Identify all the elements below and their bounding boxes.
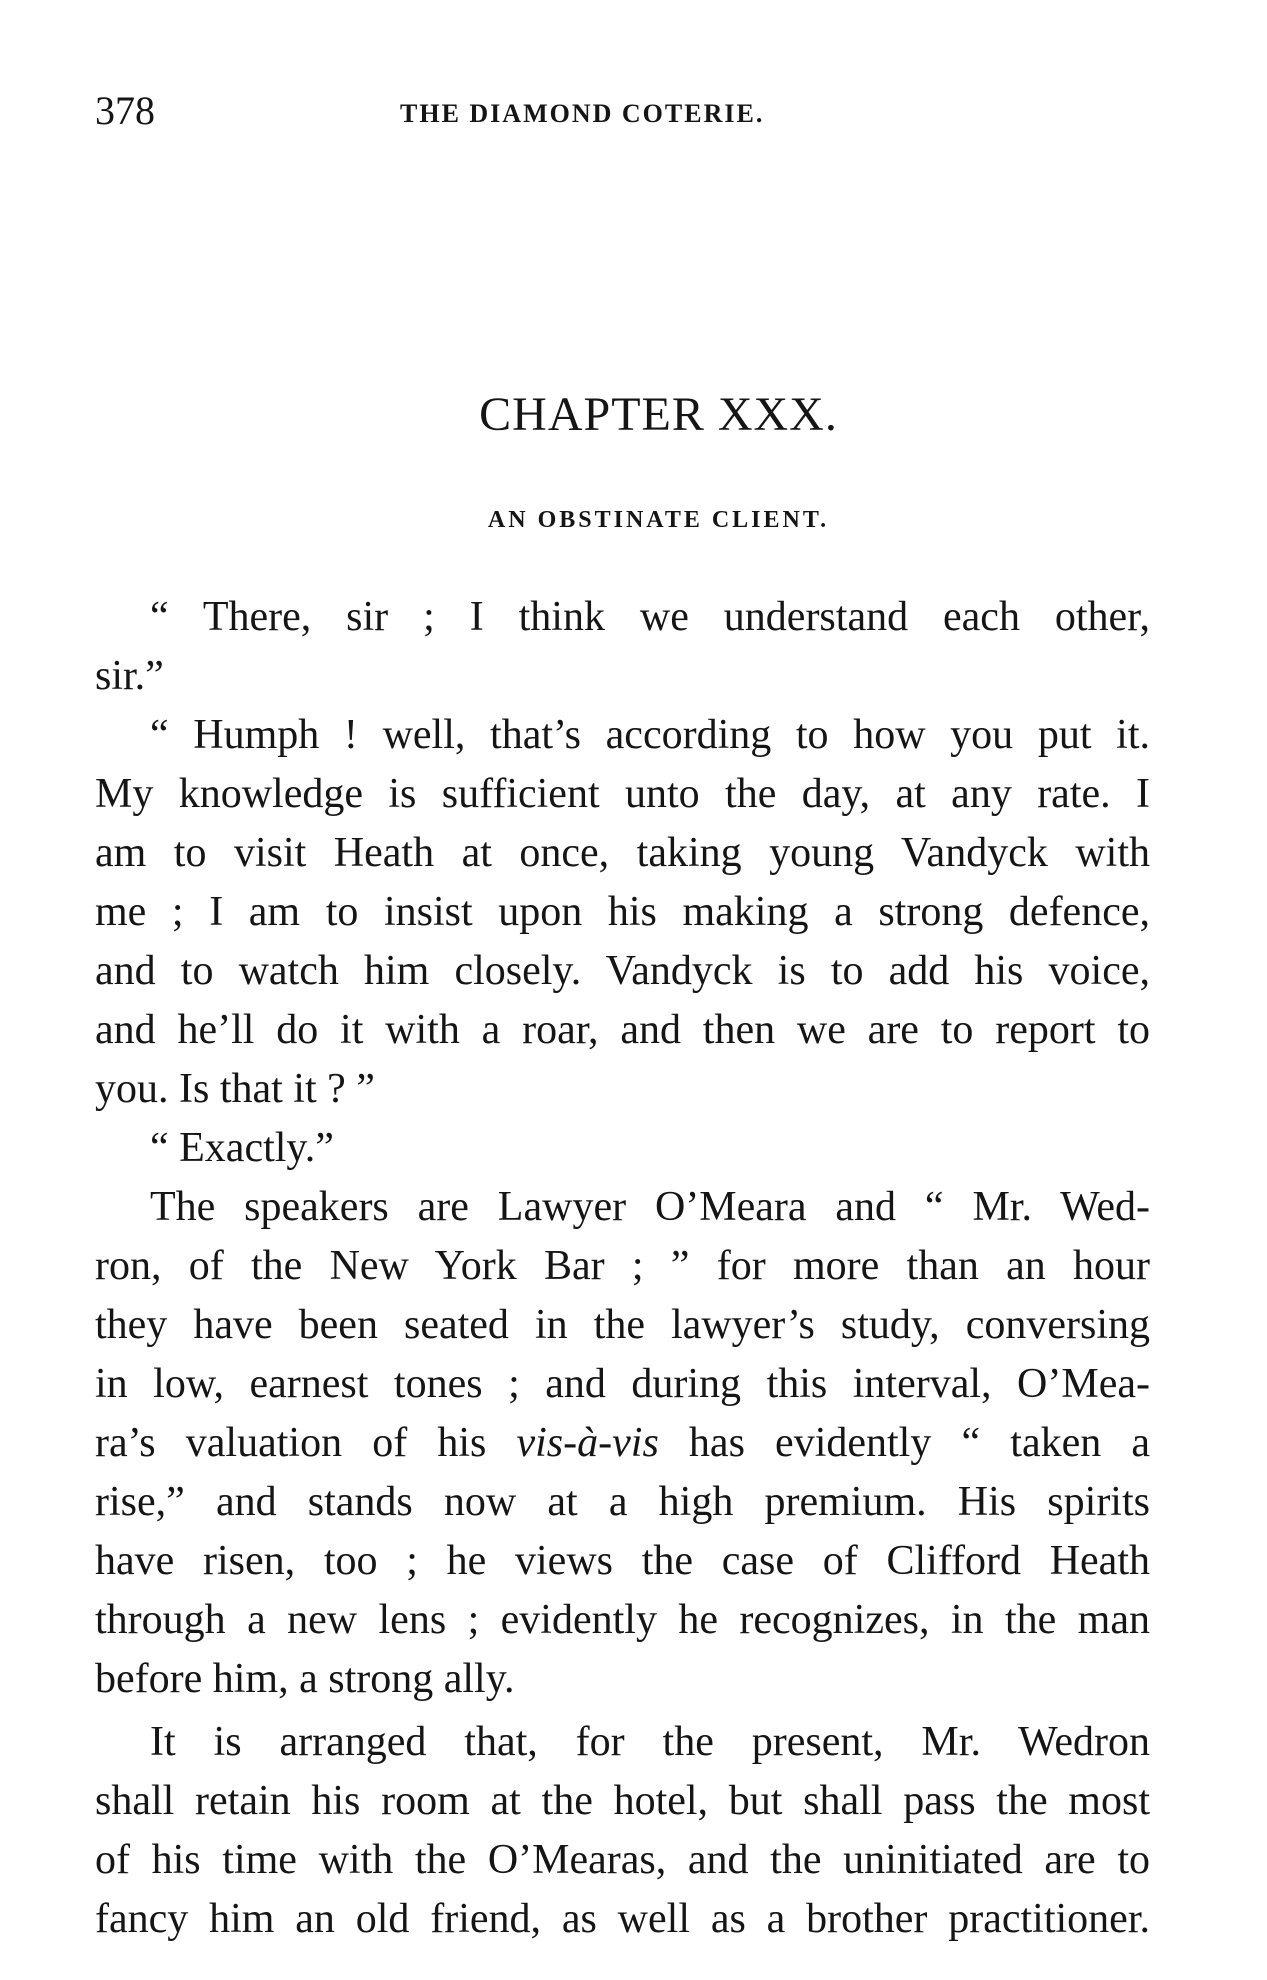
text-line: It is arranged that, for the present, Mr. Wedron xyxy=(150,1719,1150,1765)
text-line: through a new lens ; evidently he recognizes, in the man xyxy=(95,1597,1150,1643)
text-line: am to visit Heath at once, taking young Vandyck with xyxy=(95,830,1150,876)
text-line: “ Exactly.” xyxy=(150,1125,334,1171)
text-line: they have been seated in the lawyer’s study, conversing xyxy=(95,1302,1150,1348)
text-line: shall retain his room at the hotel, but shall pass the most xyxy=(95,1778,1150,1824)
chapter-title: CHAPTER XXX. xyxy=(479,388,838,441)
running-title: THE DIAMOND COTERIE. xyxy=(400,99,765,128)
paragraph xyxy=(95,706,1150,1119)
text-line-with-italic xyxy=(95,1414,1150,1473)
text-line: “ There, sir ; I think we understand each other, xyxy=(150,594,1150,640)
text-segment: has evidently “ taken a xyxy=(658,1420,1151,1466)
text-line: and he’ll do it with a roar, and then we are to report to xyxy=(95,1007,1150,1053)
chapter-subtitle: AN OBSTINATE CLIENT. xyxy=(487,507,830,533)
page-number: 378 xyxy=(95,88,155,133)
paragraph xyxy=(95,588,1150,706)
running-head xyxy=(95,86,1150,146)
paragraph xyxy=(95,1713,1150,1949)
text-segment: ra’s valuation of his xyxy=(95,1420,517,1466)
text-line: The speakers are Lawyer O’Meara and “ Mr. Wed- xyxy=(150,1184,1150,1230)
text-line: ron, of the New York Bar ; ” for more than an hour xyxy=(95,1243,1150,1289)
text-line: me ; I am to insist upon his making a strong defence, xyxy=(95,889,1150,935)
paragraph xyxy=(95,1178,1150,1709)
text-line: “ Humph ! well, that’s according to how you put it. xyxy=(150,712,1150,758)
text-line: of his time with the O’Mearas, and the uninitiated are to xyxy=(95,1837,1150,1883)
text-line: have risen, too ; he views the case of Clifford Heath xyxy=(95,1538,1150,1584)
text-line: you. Is that it ? ” xyxy=(95,1066,375,1112)
text-line: in low, earnest tones ; and during this interval, O’Mea- xyxy=(95,1361,1150,1407)
body-text xyxy=(95,588,1150,1949)
text-line: sir.” xyxy=(95,653,164,699)
text-line: before him, a strong ally. xyxy=(95,1656,515,1702)
text-line: fancy him an old friend, as well as a brother practitioner. xyxy=(95,1896,1150,1942)
italic-phrase: vis-à-vis xyxy=(516,1420,659,1466)
text-line: rise,” and stands now at a high premium. His spirits xyxy=(95,1479,1150,1525)
paragraph xyxy=(95,1119,1150,1178)
text-line: My knowledge is sufficient unto the day, at any rate. I xyxy=(95,771,1150,817)
text-line: and to watch him closely. Vandyck is to add his voice, xyxy=(95,948,1150,994)
